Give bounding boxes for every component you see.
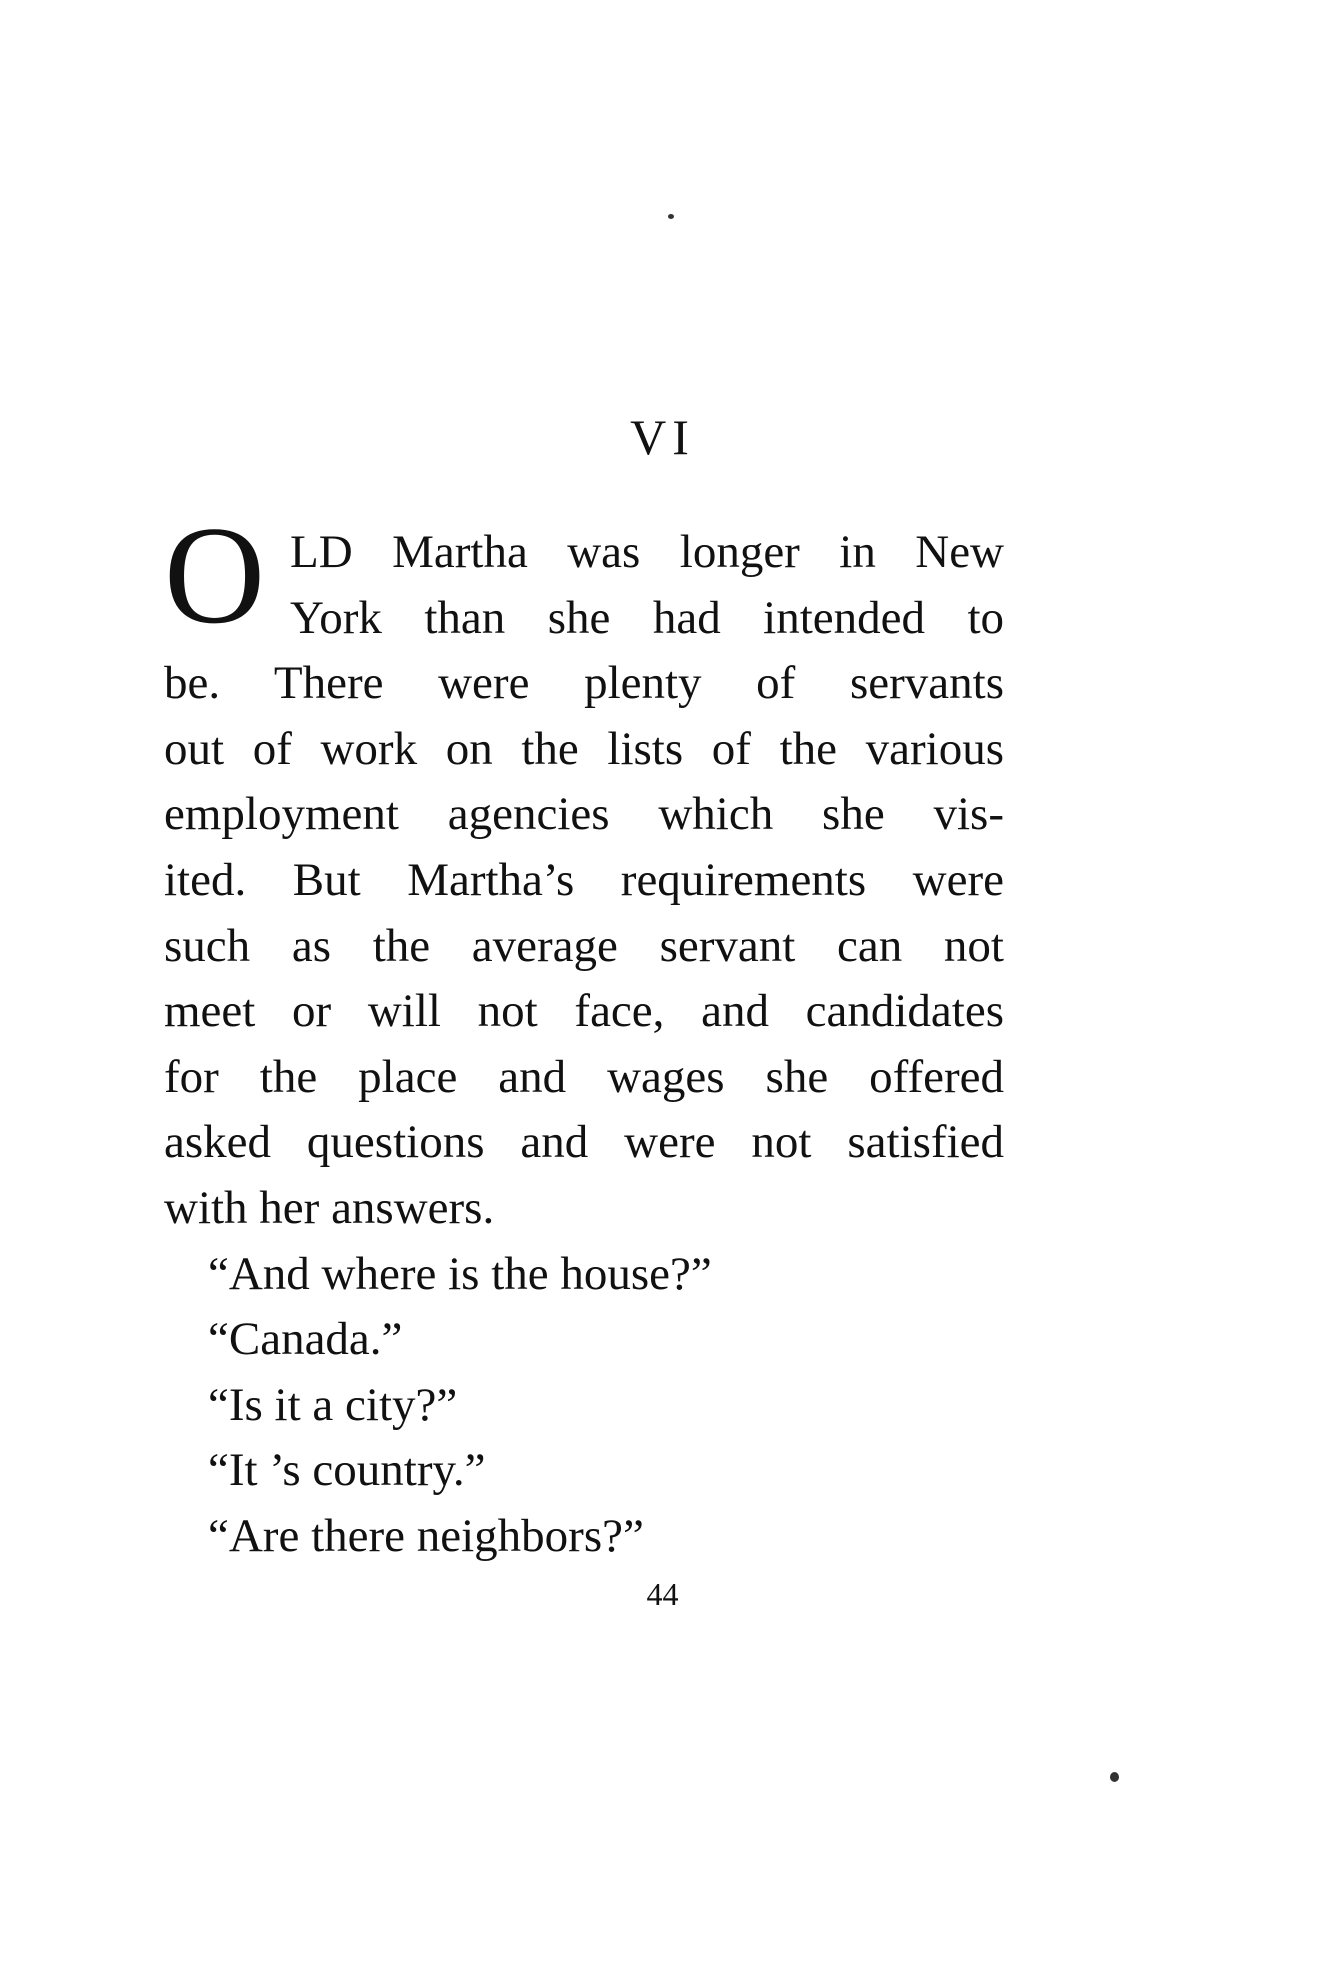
dialogue-line: “It ’s country.” [208,1444,486,1497]
dialogue-line: “Is it a city?” [208,1378,458,1431]
text-line: for the place and wages she offered [164,1050,1004,1103]
text-line: York than she had intended to [290,591,1004,644]
text-line: ited. But Martha’s requirements were [164,853,1004,906]
drop-cap: O [164,498,266,653]
scan-speck [1110,1772,1119,1782]
body-text [164,520,1004,1570]
chapter-heading: VI [630,409,695,465]
dialogue-line: “Canada.” [208,1313,403,1366]
dialogue-line: “And where is the house?” [208,1247,712,1300]
text-line: LD Martha was longer in New [290,526,1004,578]
text-line: such as the average servant can not [164,919,1004,972]
scan-speck [668,214,674,219]
text-line: be. There were plenty of servants [164,657,1004,710]
text-line: asked questions and were not satisfied [164,1116,1004,1169]
dialogue-line: “Are there neighbors?” [208,1509,644,1562]
text-line: out of work on the lists of the various [164,722,1004,775]
page-number: 44 [646,1576,679,1612]
text-line: meet or will not face, and candidates [164,985,1004,1038]
text-line: with her answers. [164,1181,495,1234]
text-line: employment agencies which she vis- [164,788,1004,841]
